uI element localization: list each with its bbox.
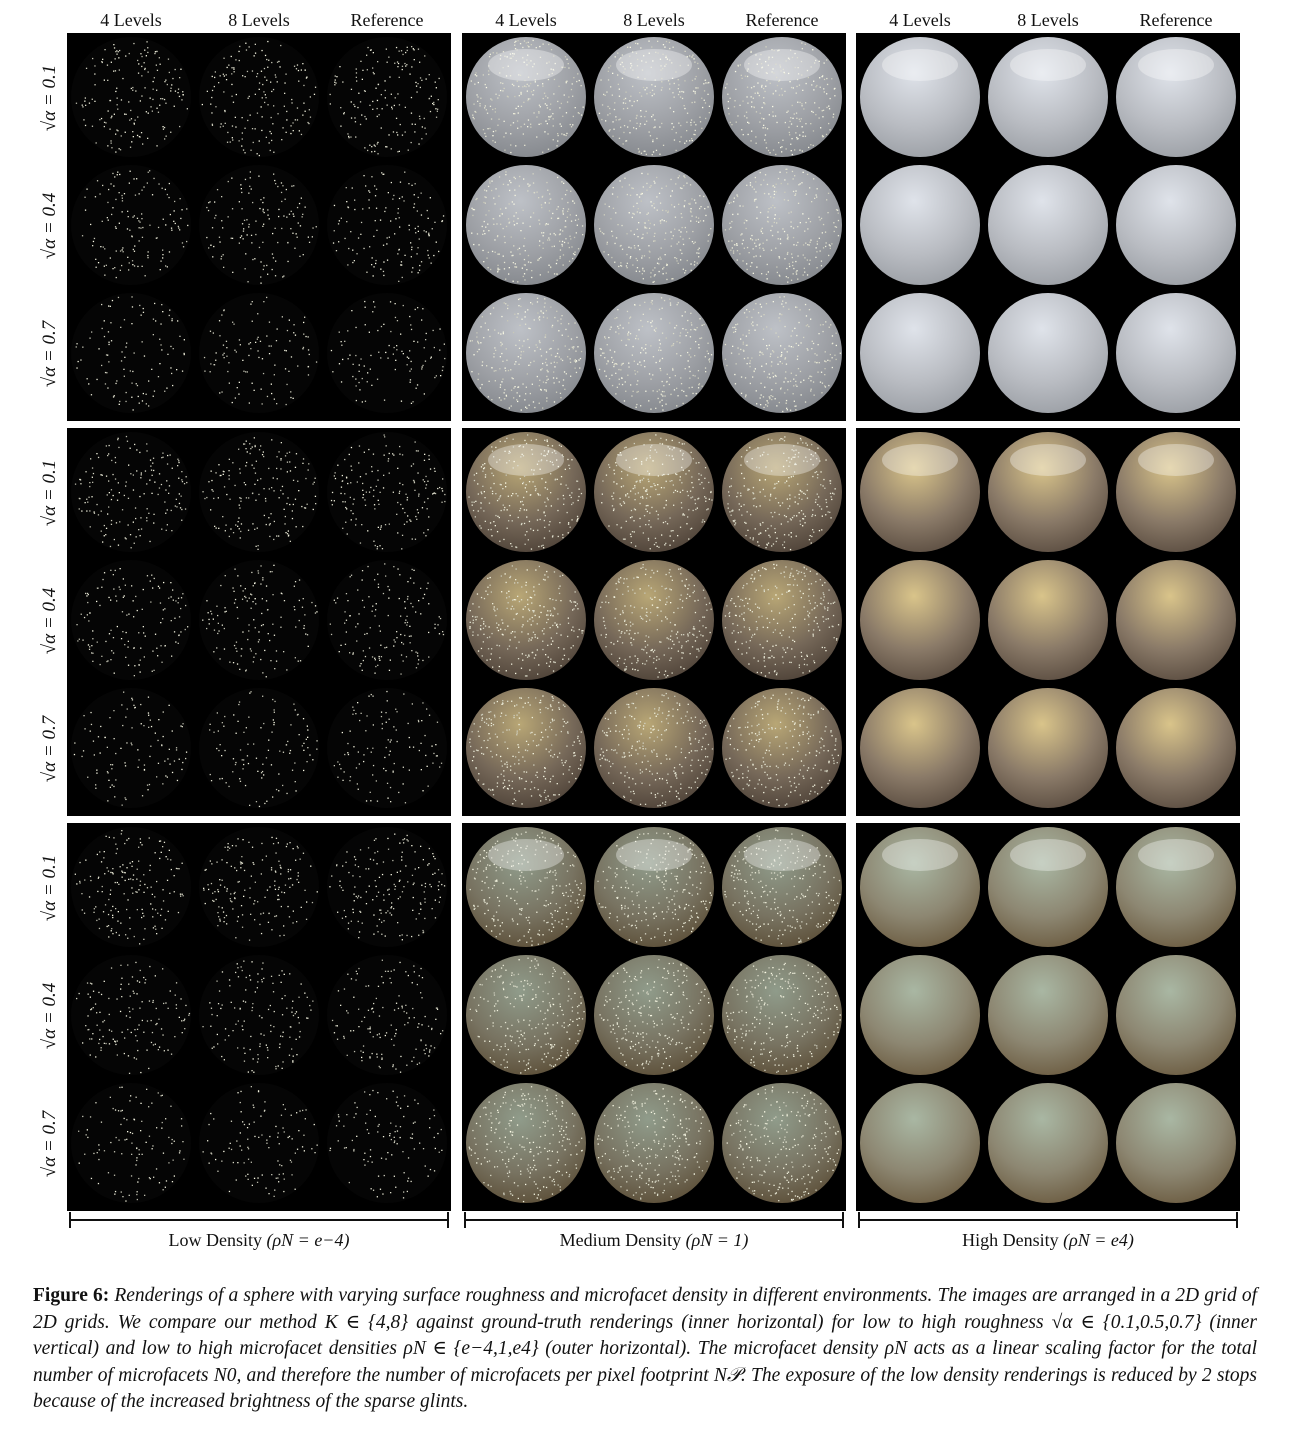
rendering-reference	[720, 825, 844, 949]
sphere	[722, 1083, 842, 1203]
rendering-reference	[1114, 163, 1238, 287]
rendering-4-levels	[464, 163, 588, 287]
rendering-reference	[325, 686, 449, 810]
rendering-reference	[1114, 430, 1238, 554]
rendering-reference	[1114, 953, 1238, 1077]
rendering-8-levels	[197, 430, 321, 554]
sphere	[860, 955, 980, 1075]
rendering-8-levels	[986, 558, 1110, 682]
rendering-8-levels	[592, 558, 716, 682]
sphere	[860, 688, 980, 808]
rendering-8-levels	[592, 291, 716, 415]
sphere	[466, 688, 586, 808]
column-header: 4 Levels	[495, 10, 557, 30]
rendering-reference	[1114, 291, 1238, 415]
high-density-bracket	[858, 1212, 1238, 1228]
sphere	[327, 560, 447, 680]
rendering-8-levels	[592, 35, 716, 159]
rendering-8-levels	[592, 825, 716, 949]
sphere	[988, 560, 1108, 680]
rendering-4-levels	[858, 825, 982, 949]
sphere	[327, 1083, 447, 1203]
medium-density-label: Medium Density (ρN = 1)	[559, 1230, 749, 1250]
sphere	[594, 293, 714, 413]
rendering-4-levels	[69, 1081, 193, 1205]
rendering-8-levels	[592, 163, 716, 287]
high-density-label: High Density (ρN = e4)	[962, 1230, 1134, 1250]
sphere	[199, 560, 319, 680]
rendering-8-levels	[986, 35, 1110, 159]
sphere	[722, 688, 842, 808]
rendering-reference	[720, 291, 844, 415]
rendering-8-levels	[197, 35, 321, 159]
sphere	[71, 560, 191, 680]
sphere	[466, 560, 586, 680]
row-label: √α = 0.4	[39, 192, 61, 260]
sphere	[860, 165, 980, 285]
rendering-8-levels	[986, 291, 1110, 415]
row-label: √α = 0.1	[39, 854, 61, 922]
rendering-4-levels	[69, 291, 193, 415]
sphere	[722, 955, 842, 1075]
rendering-4-levels	[69, 825, 193, 949]
rendering-reference	[1114, 686, 1238, 810]
rendering-8-levels	[197, 1081, 321, 1205]
rendering-8-levels	[986, 163, 1110, 287]
rendering-reference	[720, 163, 844, 287]
rendering-4-levels	[858, 163, 982, 287]
rendering-8-levels	[197, 558, 321, 682]
rendering-4-levels	[69, 430, 193, 554]
rendering-reference	[720, 558, 844, 682]
medium-density-bracket	[464, 1212, 844, 1228]
sphere	[1116, 1083, 1236, 1203]
row-label: √α = 0.7	[39, 320, 61, 388]
row-label: √α = 0.1	[39, 459, 61, 527]
rendering-8-levels	[197, 163, 321, 287]
sphere	[988, 293, 1108, 413]
rendering-8-levels	[592, 686, 716, 810]
sphere	[327, 827, 447, 947]
rendering-reference	[1114, 35, 1238, 159]
rendering-8-levels	[592, 1081, 716, 1205]
rendering-8-levels	[197, 825, 321, 949]
rendering-4-levels	[464, 953, 588, 1077]
sphere	[988, 165, 1108, 285]
rendering-reference	[325, 558, 449, 682]
sphere	[327, 432, 447, 552]
rendering-4-levels	[464, 35, 588, 159]
sphere	[1116, 688, 1236, 808]
column-header: 8 Levels	[228, 10, 290, 30]
rendering-4-levels	[69, 558, 193, 682]
rendering-8-levels	[197, 953, 321, 1077]
rendering-4-levels	[858, 558, 982, 682]
sphere	[466, 955, 586, 1075]
rendering-4-levels	[464, 558, 588, 682]
rendering-4-levels	[858, 291, 982, 415]
rendering-8-levels	[986, 1081, 1110, 1205]
sphere	[327, 165, 447, 285]
sphere	[327, 293, 447, 413]
rendering-4-levels	[858, 35, 982, 159]
rendering-reference	[1114, 825, 1238, 949]
sphere	[327, 955, 447, 1075]
sphere	[860, 293, 980, 413]
sphere	[71, 165, 191, 285]
rendering-reference	[325, 163, 449, 287]
sphere	[988, 688, 1108, 808]
rendering-4-levels	[464, 291, 588, 415]
figure-label: Figure 6:	[33, 1285, 110, 1306]
sphere	[1116, 165, 1236, 285]
rendering-4-levels	[69, 163, 193, 287]
rendering-4-levels	[464, 825, 588, 949]
column-header: Reference	[745, 10, 819, 30]
low-density-label: Low Density (ρN = e−4)	[168, 1230, 350, 1250]
rendering-4-levels	[858, 686, 982, 810]
sphere	[199, 1083, 319, 1203]
sphere	[860, 1083, 980, 1203]
rendering-reference	[720, 1081, 844, 1205]
sphere	[71, 827, 191, 947]
sphere	[594, 955, 714, 1075]
column-header: 4 Levels	[889, 10, 951, 30]
sphere	[1116, 560, 1236, 680]
sphere	[71, 1083, 191, 1203]
column-header: Reference	[350, 10, 424, 30]
rendering-8-levels	[592, 430, 716, 554]
sphere	[466, 165, 586, 285]
rendering-4-levels	[858, 430, 982, 554]
sphere	[466, 293, 586, 413]
row-label: √α = 0.7	[39, 1110, 61, 1178]
sphere	[1116, 955, 1236, 1075]
rendering-4-levels	[69, 35, 193, 159]
rendering-8-levels	[986, 686, 1110, 810]
column-header: Reference	[1139, 10, 1213, 30]
rendering-4-levels	[858, 1081, 982, 1205]
sphere	[1116, 293, 1236, 413]
row-label: √α = 0.1	[39, 64, 61, 132]
rendering-4-levels	[858, 953, 982, 1077]
rendering-reference	[1114, 1081, 1238, 1205]
rendering-reference	[720, 430, 844, 554]
rendering-reference	[325, 825, 449, 949]
rendering-reference	[325, 35, 449, 159]
column-header: 4 Levels	[100, 10, 162, 30]
sphere	[71, 955, 191, 1075]
rendering-reference	[720, 686, 844, 810]
rendering-4-levels	[69, 686, 193, 810]
row-label: √α = 0.4	[39, 587, 61, 655]
sphere	[594, 688, 714, 808]
sphere	[199, 293, 319, 413]
sphere	[722, 560, 842, 680]
rendering-4-levels	[464, 1081, 588, 1205]
sphere	[327, 37, 447, 157]
rendering-8-levels	[986, 825, 1110, 949]
rendering-4-levels	[69, 953, 193, 1077]
rendering-reference	[720, 35, 844, 159]
rendering-8-levels	[986, 953, 1110, 1077]
rendering-4-levels	[464, 430, 588, 554]
low-density-bracket	[69, 1212, 449, 1228]
rendering-reference	[325, 430, 449, 554]
sphere	[71, 293, 191, 413]
rendering-reference	[1114, 558, 1238, 682]
row-label: √α = 0.4	[39, 982, 61, 1050]
sphere	[71, 688, 191, 808]
rendering-reference	[325, 953, 449, 1077]
sphere	[860, 560, 980, 680]
rendering-8-levels	[197, 686, 321, 810]
rendering-8-levels	[197, 291, 321, 415]
figure-caption	[33, 1283, 1257, 1416]
caption-text: Renderings of a sphere with varying surface roughness and microfacet density in different environments. The images are arranged in a 2D grid of 2D grids. We compare our method K ∈ {4,8} against ground-truth renderings (inner horizontal) for low to high roughness √α ∈ {0.1,0.5,0.7} (inner vertical) and low to high microfacet densities ρN ∈ {e−4,1,e4} (outer horizontal). The microfacet density ρN acts as a linear scaling factor for the total number of microfacets N0, and therefore the number of microfacets per pixel footprint N𝒫. The exposure of the low density renderings is reduced by 2 stops because of the increased brightness of the sparse glints.	[33, 1285, 1257, 1412]
sphere	[327, 688, 447, 808]
sphere	[988, 955, 1108, 1075]
sphere	[199, 37, 319, 157]
sphere	[199, 165, 319, 285]
sphere	[199, 827, 319, 947]
rendering-reference	[325, 291, 449, 415]
sphere	[988, 1083, 1108, 1203]
sphere	[71, 37, 191, 157]
row-label: √α = 0.7	[39, 715, 61, 783]
rendering-4-levels	[464, 686, 588, 810]
rendering-reference	[720, 953, 844, 1077]
rendering-reference	[325, 1081, 449, 1205]
column-header: 8 Levels	[623, 10, 685, 30]
rendering-8-levels	[592, 953, 716, 1077]
rendering-8-levels	[986, 430, 1110, 554]
column-header: 8 Levels	[1017, 10, 1079, 30]
